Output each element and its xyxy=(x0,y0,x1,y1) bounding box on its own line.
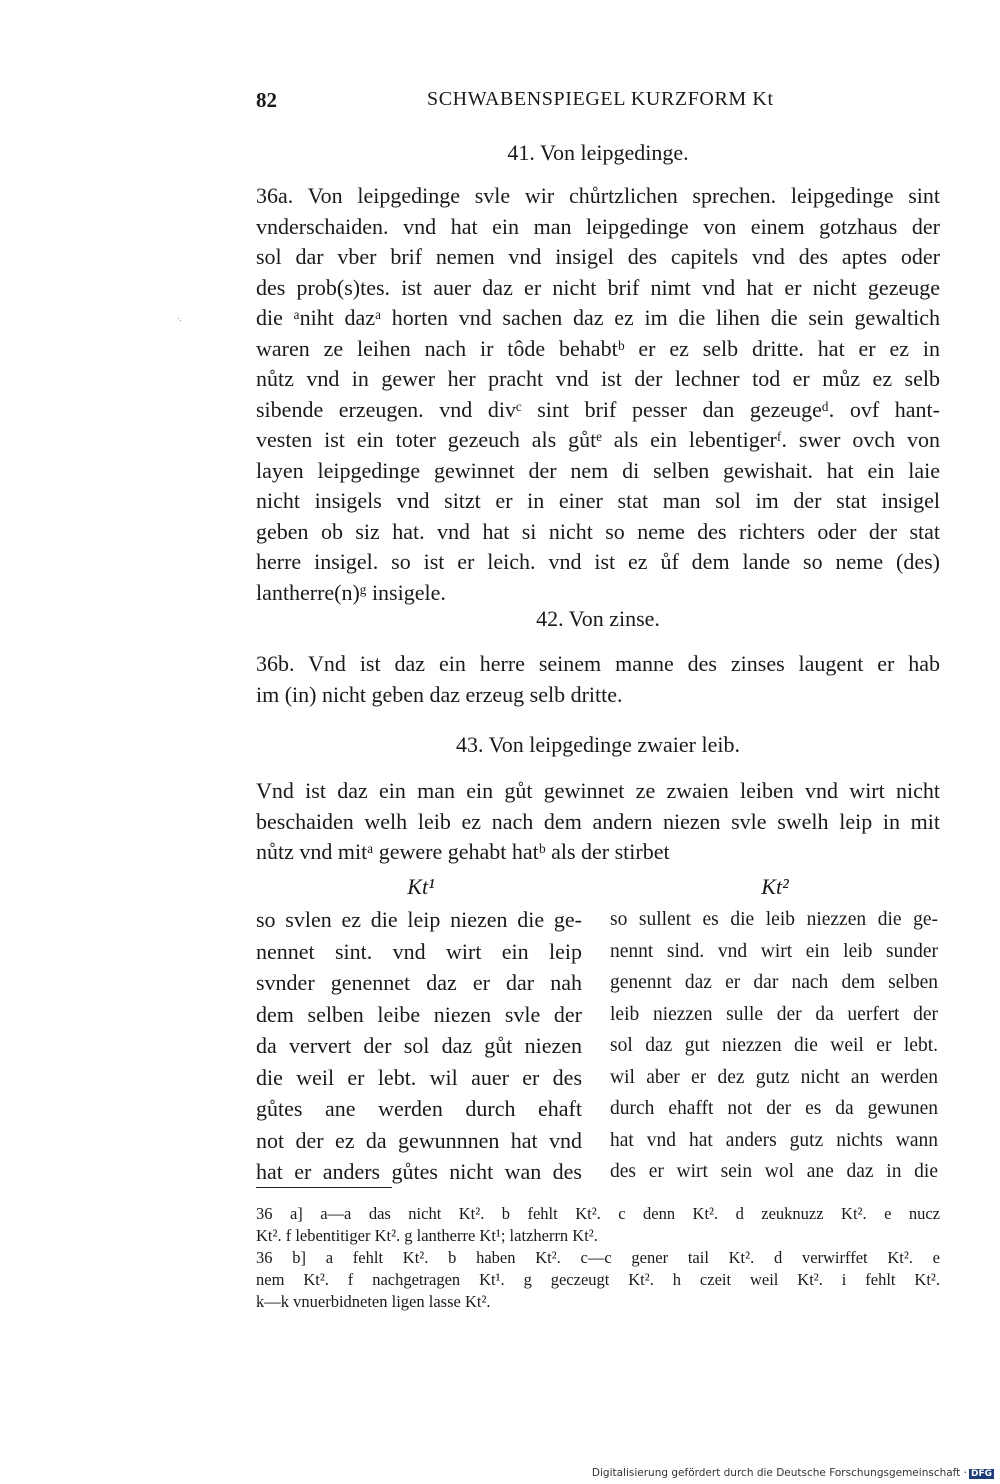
section-heading-42: 42. Von zinse. xyxy=(536,606,660,631)
kt2-column-text xyxy=(610,904,938,1188)
section-41-line: geben ob siz hat. vnd hat si nicht so neme des richters oder der stat xyxy=(256,518,940,544)
scan-speck-decoration xyxy=(178,318,181,321)
kt1-column-text xyxy=(256,904,582,1188)
section-43-line: nůtz vnd mitᵃ gewere gehabt hatᵇ als der stirbet xyxy=(256,839,670,864)
section-42-line: 36b. Vnd ist daz ein herre seinem manne des zinses laugent er hab xyxy=(256,651,940,676)
section-41-text xyxy=(256,181,940,608)
section-41-line: des prob(s)tes. ist auer daz er nicht brif nimt vnd hat er nicht gezeuge xyxy=(256,274,940,300)
running-title: SCHWABENSPIEGEL KURZFORM Kt xyxy=(427,88,774,110)
page-number: 82 xyxy=(256,88,277,112)
footnote-36b-line: 36 b] a fehlt Kt². b haben Kt². c—c gener tail Kt². d verwirffet Kt². e xyxy=(256,1248,940,1267)
kt1-column-title: Kt¹ xyxy=(407,874,435,899)
footnote-36a xyxy=(256,1203,940,1247)
section-heading-41: 41. Von leipgedinge. xyxy=(507,140,689,165)
section-41-line: 36a. Von leipgedinge svle wir chůrtzlichen sprechen. leipgedinge sint xyxy=(256,183,940,208)
dfg-logo: DFG xyxy=(970,1469,992,1479)
footnote-36b-line: k—k vnuerbidneten ligen lasse Kt². xyxy=(256,1292,491,1311)
section-41-line: sibende erzeugen. vnd divᶜ sint brif pesser dan gezeugeᵈ. ovf hant- xyxy=(256,396,940,422)
kt2-column-title: Kt² xyxy=(761,874,789,899)
credit-text: Digitalisierung gefördert durch die Deutsche Forschungsgemeinschaft · xyxy=(591,1467,967,1479)
kt2-line: nennt sind. vnd wirt ein leib sunder xyxy=(610,940,938,962)
kt1-line: svnder genennet daz er dar nah xyxy=(256,970,582,995)
kt1-line: da ververt der sol daz gůt niezen xyxy=(256,1033,582,1058)
kt2-line: hat vnd hat anders gutz nichts wann xyxy=(610,1129,938,1151)
footnote-divider xyxy=(256,1187,392,1188)
section-41-line: sol dar vber brif nemen vnd insigel des capitels vnd des aptes oder xyxy=(256,244,940,269)
kt1-line: die weil er lebt. wil auer er des xyxy=(256,1064,582,1090)
kt2-line: so sullent es die leib niezzen die ge- xyxy=(610,909,938,930)
section-heading-43: 43. Von leipgedinge zwaier leib. xyxy=(456,732,740,757)
section-41-line: herre insigel. so ist er leich. vnd ist ez ůf dem lande so neme (des) xyxy=(256,549,940,574)
section-41-line: nůtz vnd in gewer her pracht vnd ist der lechner tod er můz ez selb xyxy=(256,366,940,391)
kt1-line: hat er anders gůtes nicht wan des xyxy=(256,1159,582,1184)
kt2-line: wil aber er dez gutz nicht an werden xyxy=(610,1066,938,1088)
kt2-line: durch ehafft not der es da gewunen xyxy=(610,1098,938,1119)
section-42-line: im (in) nicht geben daz erzeug selb dritte. xyxy=(256,681,623,707)
section-43-text xyxy=(256,776,940,868)
footnote-36b-line: nem Kt². f nachgetragen Kt¹. g geczeugt Kt². h czeit weil Kt². i fehlt Kt². xyxy=(256,1270,940,1289)
digitization-credit xyxy=(592,1467,994,1479)
section-41-line: die ᵃniht dazᵃ horten vnd sachen daz ez im die lihen die sein gewaltich xyxy=(256,305,940,330)
section-41-line: vesten ist ein toter gezeuch als gůtᵉ als ein lebentigerᶠ. swer ovch von xyxy=(256,427,940,452)
footnote-36a-line: Kt². f lebentitiger Kt². g lantherre Kt¹; latzherrn Kt². xyxy=(256,1226,598,1245)
section-41-line: nicht insigels vnd sitzt er in einer stat man sol im der stat insigel xyxy=(256,488,940,513)
section-43-line: beschaiden welh leib ez nach dem andern niezen svle swelh leip in mit xyxy=(256,808,940,834)
kt2-line: leib niezzen sulle der da uerfert der xyxy=(610,1003,938,1025)
kt2-line: genennt daz er dar nach dem selben xyxy=(610,972,938,993)
kt1-line: so svlen ez die leip niezen die ge- xyxy=(256,907,582,932)
footnote-36b xyxy=(256,1247,940,1313)
section-41-line: layen leipgedinge gewinnet der nem di selben gewishait. hat ein laie xyxy=(256,457,940,483)
kt1-line: nennet sint. vnd wirt ein leip xyxy=(256,938,582,964)
section-42-text xyxy=(256,649,940,710)
kt1-line: gůtes ane werden durch ehaft xyxy=(256,1096,582,1121)
kt1-line: dem selben leibe niezen svle der xyxy=(256,1001,582,1027)
kt1-line: not der ez da gewunnnen hat vnd xyxy=(256,1127,582,1153)
kt2-line: sol daz gut niezzen die weil er lebt. xyxy=(610,1035,938,1056)
section-41-line: waren ze leihen nach ir tôde behabtᵇ er ez selb dritte. hat er ez in xyxy=(256,335,940,361)
section-43-line: Vnd ist daz ein man ein gůt gewinnet ze zwaien leiben vnd wirt nicht xyxy=(256,778,940,803)
kt2-line: des er wirt sein wol ane daz in die xyxy=(610,1161,938,1182)
section-41-line: vnderschaiden. vnd hat ein man leipgedinge von einem gotzhaus der xyxy=(256,213,940,239)
footnote-36a-line: 36 a] a—a das nicht Kt². b fehlt Kt². c denn Kt². d zeuknuzz Kt². e nucz xyxy=(256,1204,940,1223)
section-41-line: lantherre(n)ᵍ insigele. xyxy=(256,579,446,605)
